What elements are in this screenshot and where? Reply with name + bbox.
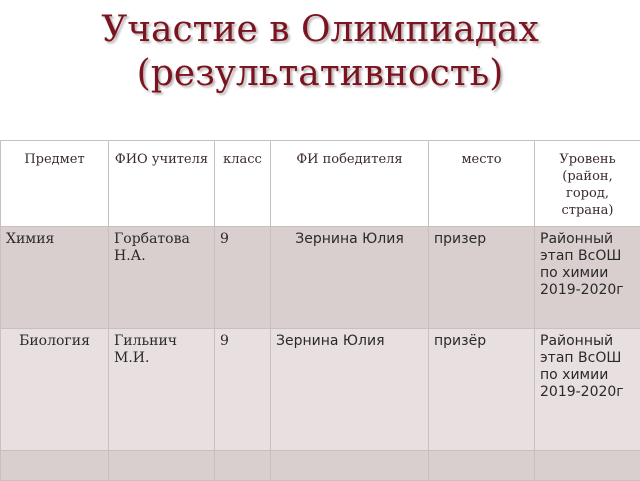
cell-empty [109, 451, 215, 481]
cell-empty [215, 451, 271, 481]
header-teacher: ФИО учителя [109, 141, 215, 227]
cell-subject: Химия [1, 227, 109, 329]
table-row [1, 451, 640, 481]
header-winner: ФИ победителя [271, 141, 429, 227]
table-row [1, 329, 640, 451]
cell-empty [271, 451, 429, 481]
cell-grade: 9 [215, 227, 271, 329]
header-grade: класс [215, 141, 271, 227]
cell-teacher: Гильнич М.И. [109, 329, 215, 451]
cell-winner: Зернина Юлия [271, 227, 429, 329]
header-subject: Предмет [1, 141, 109, 227]
header-place: место [429, 141, 535, 227]
title-line-1: Участие в Олимпиадах [101, 9, 539, 50]
title-line-2: (результативность) [137, 53, 504, 94]
cell-level: Районный этап ВсОШ по химии 2019-2020г [535, 227, 640, 329]
slide-title [0, 8, 640, 96]
cell-grade: 9 [215, 329, 271, 451]
cell-place: призёр [429, 329, 535, 451]
olympiad-table [0, 140, 640, 481]
cell-winner: Зернина Юлия [271, 329, 429, 451]
table-row [1, 227, 640, 329]
cell-teacher: Горбатова Н.А. [109, 227, 215, 329]
cell-subject: Биология [1, 329, 109, 451]
cell-empty [1, 451, 109, 481]
cell-empty [429, 451, 535, 481]
cell-place: призер [429, 227, 535, 329]
cell-level: Районный этап ВсОШ по химии 2019-2020г [535, 329, 640, 451]
table-header-row [1, 141, 640, 227]
cell-empty [535, 451, 640, 481]
header-level: Уровень (район, город, страна) [535, 141, 640, 227]
